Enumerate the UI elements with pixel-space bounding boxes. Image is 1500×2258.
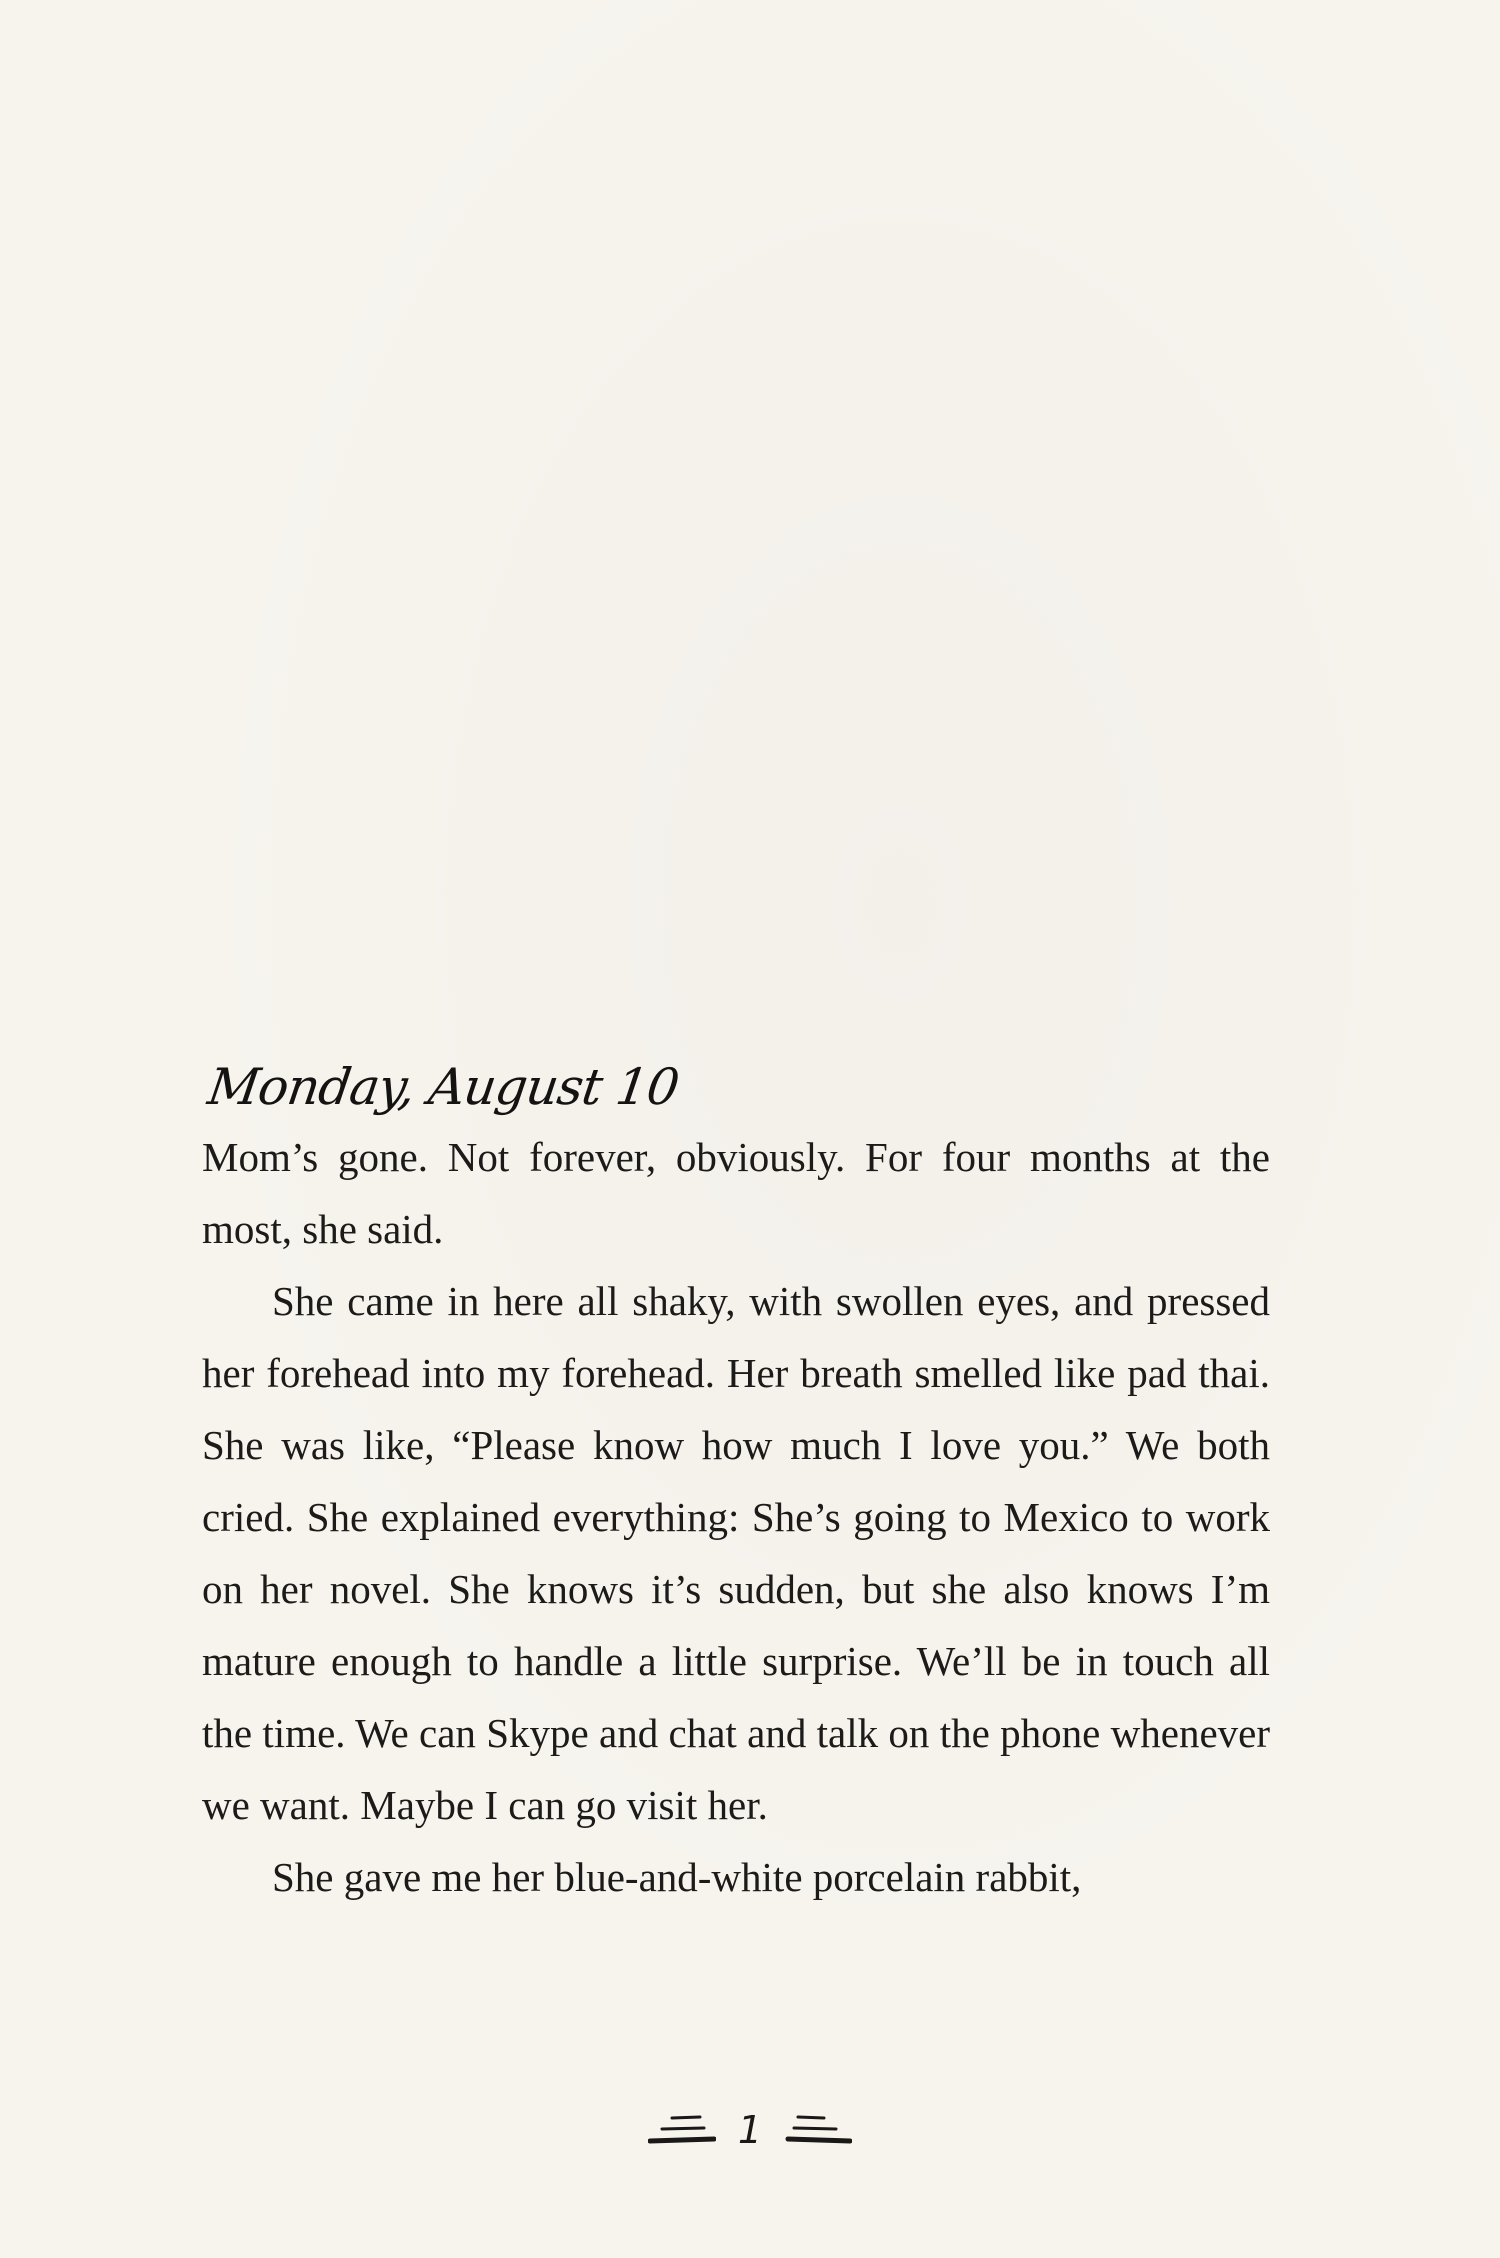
entry-paragraph-2: She came in here all shaky, with swollen eyes, and pressed her forehead into my forehead. Her breath smelled like pad thai. She was like, “Please know how much I love you.” We both cried. She explained everything: She’s going to Mexico to work on her novel. She knows it’s sudden, but she also knows I’m mature enough to handle a little surprise. We’ll be in touch all the time. We can Skype and chat and talk on the phone whenever we want. Maybe I can go visit her. [202, 1278, 1270, 1828]
page-number: 1 [737, 2108, 763, 2152]
folio-right-ornament [784, 2110, 852, 2150]
folio-left-ornament [648, 2110, 716, 2150]
page-footer [0, 2105, 1500, 2155]
diary-entry [202, 1055, 1270, 1913]
entry-date-heading: Monday, August 10 [204, 1058, 683, 1116]
entry-paragraph-3: She gave me her blue-and-white porcelain rabbit, [272, 1854, 1082, 1900]
entry-paragraph-1: Mom’s gone. Not forever, obviously. For four months at the most, she said. [202, 1134, 1270, 1252]
